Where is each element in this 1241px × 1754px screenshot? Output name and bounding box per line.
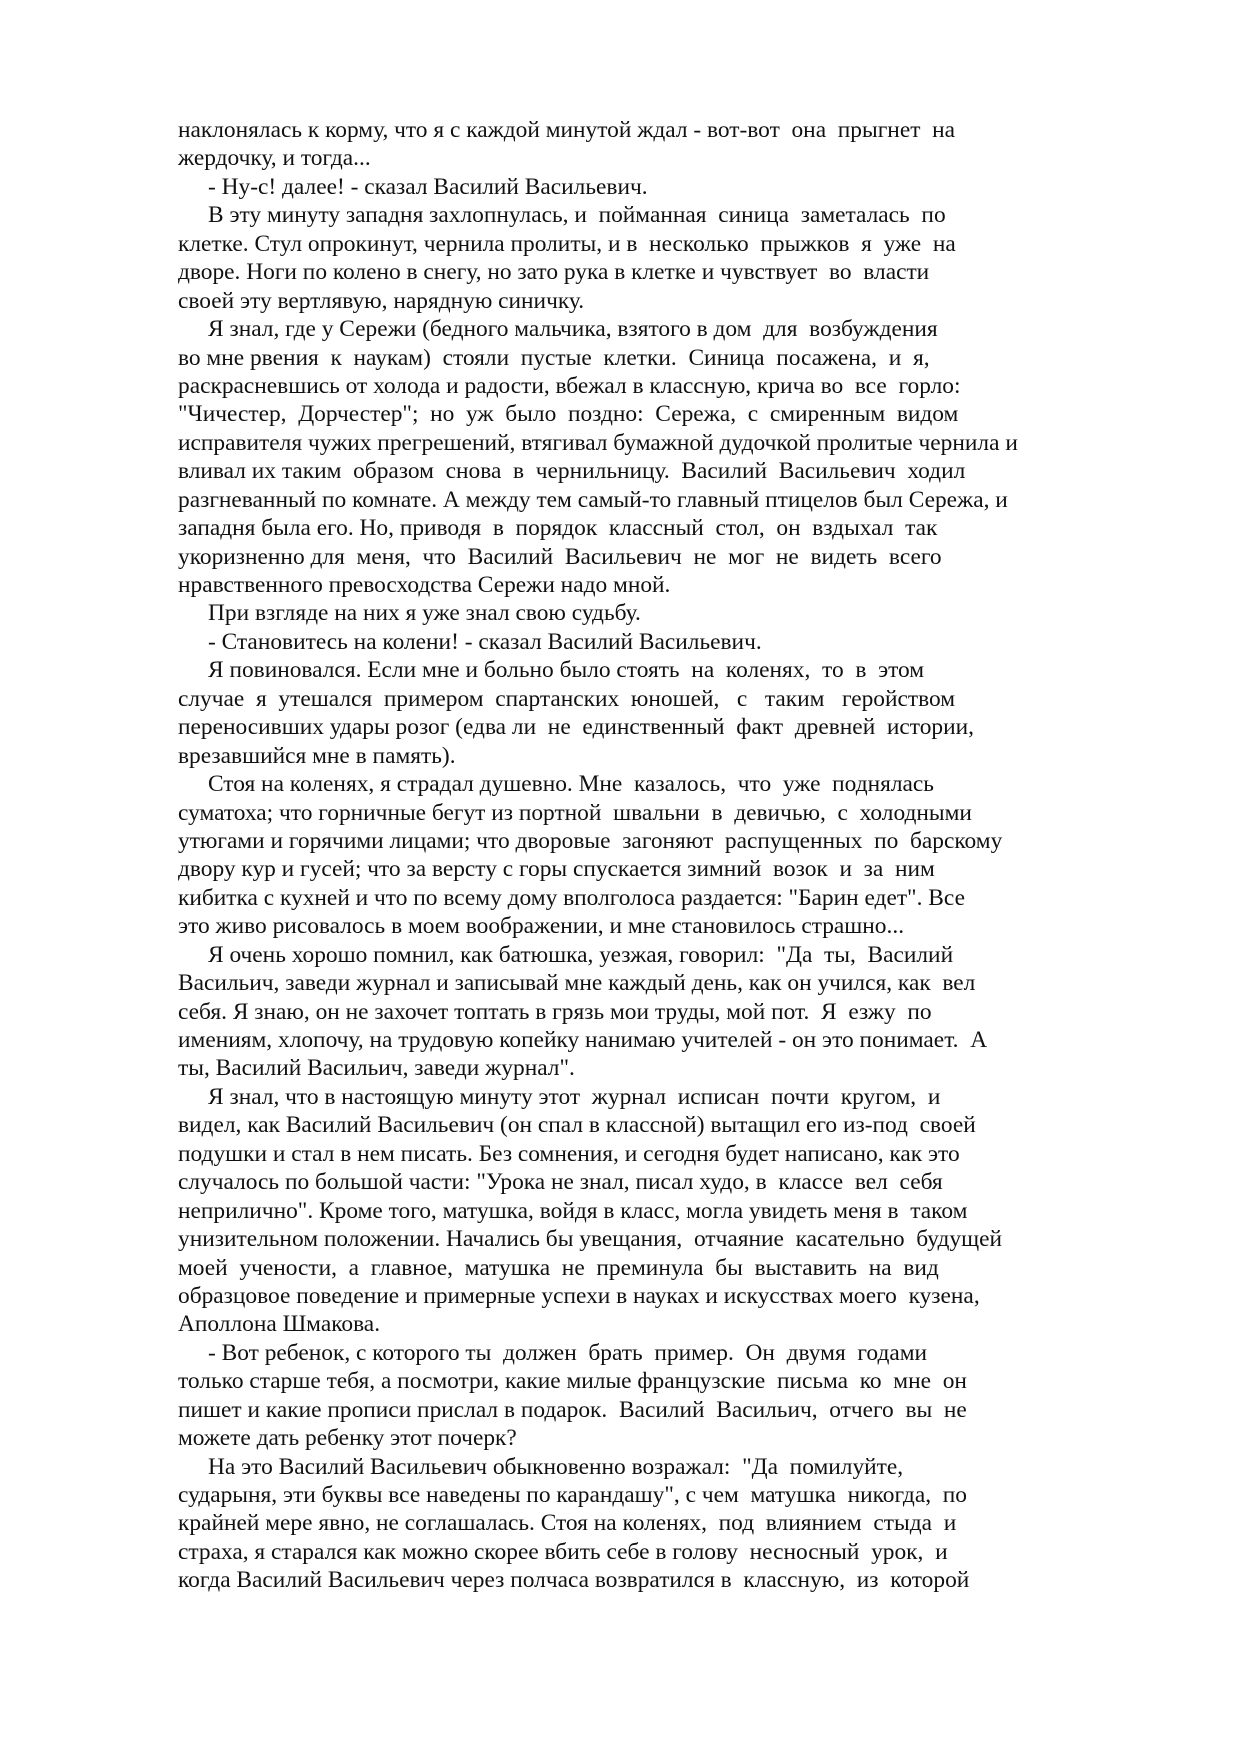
text-line: кибитка с кухней и что по всему дому вполголоса раздается: "Барин едет". Все	[178, 884, 965, 911]
text-line: образцовое поведение и примерные успехи в науках и искусствах моего кузена,	[178, 1282, 980, 1309]
text-line: - Становитесь на колени! - сказал Василий Васильевич.	[208, 628, 762, 655]
text-line: разгневанный по комнате. А между тем самый-то главный птицелов был Сережа, и	[178, 486, 1008, 513]
text-line: переносивших удары розог (едва ли не единственный факт древней истории,	[178, 714, 974, 741]
text-line: Аполлона Шмакова.	[178, 1311, 381, 1338]
text-line: случалось по большой части: "Урока не знал, писал худо, в классе вел себя	[178, 1169, 943, 1196]
text-line: когда Василий Васильевич через полчаса возвратился в классную, из которой	[178, 1567, 970, 1594]
text-line: раскрасневшись от холода и радости, вбежал в классную, крича во все горло:	[178, 372, 961, 399]
text-line: При взгляде на них я уже знал свою судьбу.	[208, 600, 641, 627]
text-line: двору кур и гусей; что за версту с горы спускается зимний возок и за ним	[178, 856, 935, 883]
text-line: утюгами и горячими лицами; что дворовые загоняют распущенных по барскому	[178, 827, 1003, 854]
text-line: страха, я старался как можно скорее вбить себе в голову несносный урок, и	[178, 1538, 948, 1565]
text-line: крайней мере явно, не соглашалась. Стоя на коленях, под влиянием стыда и	[178, 1510, 957, 1537]
text-line: неприлично". Кроме того, матушка, войдя в класс, могла увидеть меня в таком	[178, 1197, 968, 1224]
text-line: дворе. Ноги по колено в снегу, но зато рука в клетке и чувствует во власти	[178, 259, 930, 286]
text-line: своей эту вертлявую, нарядную синичку.	[178, 287, 585, 314]
text-line: суматоха; что горничные бегут из портной швальни в девичью, с холодными	[178, 799, 972, 826]
text-line: имениям, хлопочу, на трудовую копейку нанимаю учителей - он это понимает. А	[178, 1027, 988, 1053]
text-line: моей учености, а главное, матушка не преминула бы выставить на вид	[178, 1254, 939, 1281]
text-line: врезавшийся мне в память).	[178, 742, 456, 769]
text-line: - Вот ребенок, с которого ты должен брать пример. Он двумя годами	[208, 1339, 928, 1366]
text-line: ты, Василий Васильич, заведи журнал".	[178, 1055, 575, 1082]
text-line: укоризненно для меня, что Василий Васильевич не мог не видеть всего	[178, 543, 942, 570]
text-line: "Чичестер, Дорчестер"; но уж было поздно: Сережа, с смиренным видом	[178, 401, 959, 428]
text-line: Стоя на коленях, я страдал душевно. Мне казалось, что уже поднялась	[208, 771, 934, 798]
text-line: это живо рисовалось в моем воображении, и мне становилось страшно...	[178, 913, 905, 940]
text-line: - Ну-с! далее! - сказал Василий Васильевич.	[208, 173, 648, 200]
text-line: клетке. Стул опрокинут, чернила пролиты, и в несколько прыжков я уже на	[178, 230, 956, 257]
text-line: Васильич, заведи журнал и записывай мне каждый день, как он учился, как вел	[178, 970, 976, 997]
text-line: видел, как Василий Васильевич (он спал в классной) вытащил его из-под своей	[178, 1112, 976, 1139]
text-line: унизительном положении. Начались бы увещания, отчаяние касательно будущей	[178, 1226, 1003, 1253]
text-line: Я знал, где у Сережи (бедного мальчика, взятого в дом для возбуждения	[208, 316, 938, 343]
text-line: подушки и стал в нем писать. Без сомнения, и сегодня будет написано, как это	[178, 1140, 960, 1167]
text-line: во мне рвения к наукам) стояли пустые клетки. Синица посажена, и я,	[178, 344, 930, 371]
text-line: В эту минуту западня захлопнулась, и пойманная синица заметалась по	[208, 202, 946, 229]
text-line: жердочку, и тогда...	[178, 145, 371, 172]
text-line: случае я утешался примером спартанских юношей, с таким геройством	[178, 685, 956, 712]
text-line: Я очень хорошо помнил, как батюшка, уезжая, говорил: "Да ты, Василий	[208, 941, 954, 968]
text-line: только старше тебя, а посмотри, какие милые французские письма ко мне он	[178, 1368, 967, 1395]
text-line: На это Василий Васильевич обыкновенно возражал: "Да помилуйте,	[208, 1453, 904, 1480]
text-line: исправителя чужих прегрешений, втягивал бумажной дудочкой пролитые чернила и	[178, 429, 1018, 456]
text-line: пишет и какие прописи прислал в подарок. Василий Васильич, отчего вы не	[178, 1396, 967, 1423]
text-line: сударыня, эти буквы все наведены по карандашу", с чем матушка никогда, по	[178, 1482, 967, 1508]
text-line: наклонялась к корму, что я с каждой минутой ждал - вот-вот она прыгнет на	[178, 117, 956, 143]
text-line: западня была его. Но, приводя в порядок классный стол, он вздыхал так	[178, 515, 938, 542]
text-line: Я знал, что в настоящую минуту этот журнал исписан почти кругом, и	[208, 1083, 941, 1110]
text-line: можете дать ребенку этот почерк?	[178, 1425, 517, 1452]
text-line: себя. Я знаю, он не захочет топтать в грязь мои труды, мой пот. Я езжу по	[178, 998, 932, 1025]
text-line: нравственного превосходства Сережи надо мной.	[178, 572, 671, 598]
text-line: Я повиновался. Если мне и больно было стоять на коленях, то в этом	[208, 657, 925, 684]
body-text	[178, 116, 1078, 1595]
text-line: вливал их таким образом снова в чернильницу. Василий Васильевич ходил	[178, 458, 966, 485]
